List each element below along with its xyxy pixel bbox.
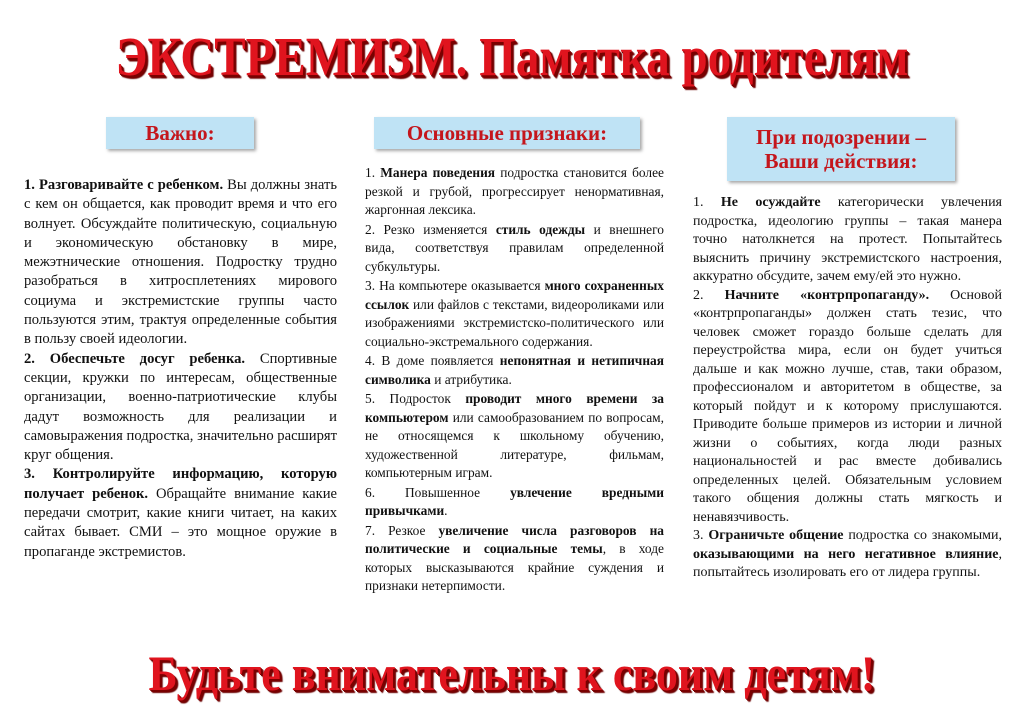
body-text: 5. Подросток (365, 391, 466, 406)
bold-text: непонятная и нетипичная символика (365, 353, 665, 387)
bold-text: 3. Контролируйте информацию, которую получает ребенок. (24, 466, 337, 502)
body-text: 7. Резкое (365, 522, 439, 538)
list-item (24, 176, 337, 350)
header-actions-line-2: Ваши действия: (764, 149, 918, 173)
list-item (365, 390, 664, 483)
body-text: 1. (365, 165, 381, 180)
body-text: , в ходе которых высказываются крайние суждения и признаки нетерпимости. (365, 541, 664, 593)
body-text: или файлов с текстами, видеороликами или изображениями экстремистско-политического или социально-экстремального содержания. (365, 296, 664, 349)
list-item (24, 465, 337, 561)
body-text: Основой «контрпропаганды» должен стать тезис, что человек сможет гораздо больше сделать для переустройства мира, если он будет учиться дальше и как можно лучше, став, таки образом, профессионалом и авторитетом в обществе, за который пойдут и к которому прислушаются. Приводите больше примеров из истории и личной жизни о событиях, когда люди разных национальностей и рас вместе добивались определенных целей. Обязательным условием такого общения должны стать мягкость и ненавязчивость. (693, 287, 1003, 525)
list-item (365, 352, 664, 389)
body-text: 2. (693, 287, 725, 303)
body-text: Вы должны знать с кем он общается, как проводит время и что его волнует. Обсуждайте политическую, социальную и экономическую обстановку в мире, межэтнические отношения. Подростку трудно разобраться в хитросплетениях мирового социума и экстремистские группы часто пользуются этим, трактуя определенные события в пользу своей идеологии. (24, 177, 337, 348)
body-text: подростка становится более резкой и грубой, прогрессирует ненормативная, жаргонная лексика. (365, 165, 664, 217)
body-text: . (444, 503, 448, 518)
body-text: подростка со знакомыми, (843, 528, 1003, 543)
bold-text: стиль одежды (495, 221, 586, 237)
bold-text: увеличение числа разговоров на политические и социальные темы (365, 522, 664, 556)
header-main-signs (374, 117, 640, 149)
body-text: или самообразованием по вопросам, не относящемся к школьному обучению, художественной литературе, фильмам, компьютерным играм. (365, 409, 664, 480)
footer-slogan: Будьте внимательны к своим детям! (148, 646, 876, 701)
header-main-signs-text: Основные признаки: (406, 121, 608, 145)
body-text: , попытайтесь изолировать его от лидера группы. (693, 546, 1002, 580)
bold-text: оказывающими на него негативное влияние (693, 546, 999, 562)
bold-text: много сохраненных ссылок (365, 278, 664, 312)
bold-text: Начните «контрпропаганду». (724, 287, 930, 303)
list-item (693, 527, 1002, 583)
body-text: 3. (693, 528, 709, 543)
body-text: Спортивные секции, кружки по интересам, общественные организации, военно-патриотические клубы дадут возможность для реализации и самовыражения подростка, значительно расширят круг общения. (24, 350, 337, 464)
body-text: 2. Резко изменяется (365, 221, 496, 237)
header-actions (727, 117, 955, 181)
page-title: ЭКСТРЕМИЗМ. Памятка родителям (115, 26, 909, 89)
body-text: и внешнего вида, соответствуя правилам определенной субкультуры. (365, 221, 664, 274)
header-actions-line-1: При подозрении – (756, 125, 926, 149)
body-text: 3. На компьютере оказывается (365, 278, 545, 293)
list-item (365, 277, 664, 351)
list-item (693, 287, 1002, 528)
list-item (693, 194, 1002, 287)
column-main-signs (365, 164, 664, 597)
column-important (24, 176, 337, 562)
header-important (106, 117, 254, 149)
list-item (365, 522, 664, 596)
list-item (365, 484, 664, 521)
body-text: Обращайте внимание какие передачи смотрит, какие книги читает, на каких сайтах бывает. СМИ – это мощное оружие в пропаганде экстремистов. (24, 485, 337, 560)
body-text: 4. В доме появляется (365, 353, 500, 368)
body-text: категорически увлечения подростка, идеологию группы – такая манера точно натолкнется на протест. Попытайтесь выяснить причину экстремистского настроения, аккуратно обсудите, зачем ему/ей это нужно. (693, 195, 1002, 284)
bold-text: проводит много времени за компьютером (365, 391, 664, 425)
body-text: 1. (693, 195, 721, 210)
column-actions (693, 194, 1002, 583)
bold-text: Ограничьте общение (708, 528, 844, 543)
bold-text: увлечение вредными привычками (365, 484, 664, 518)
body-text: 6. Повышенное (365, 484, 511, 500)
body-text: и атрибутика. (430, 371, 512, 387)
bold-text: Не осуждайте (720, 195, 821, 210)
bold-text: 2. Обеспечьте досуг ребенка. (24, 350, 246, 367)
list-item (365, 221, 664, 277)
bold-text: 1. Разговаривайте с ребенком. (24, 177, 224, 193)
list-item (24, 350, 337, 466)
bold-text: Манера поведения (380, 165, 496, 180)
list-item (365, 164, 664, 220)
header-important-text: Важно: (145, 121, 215, 145)
